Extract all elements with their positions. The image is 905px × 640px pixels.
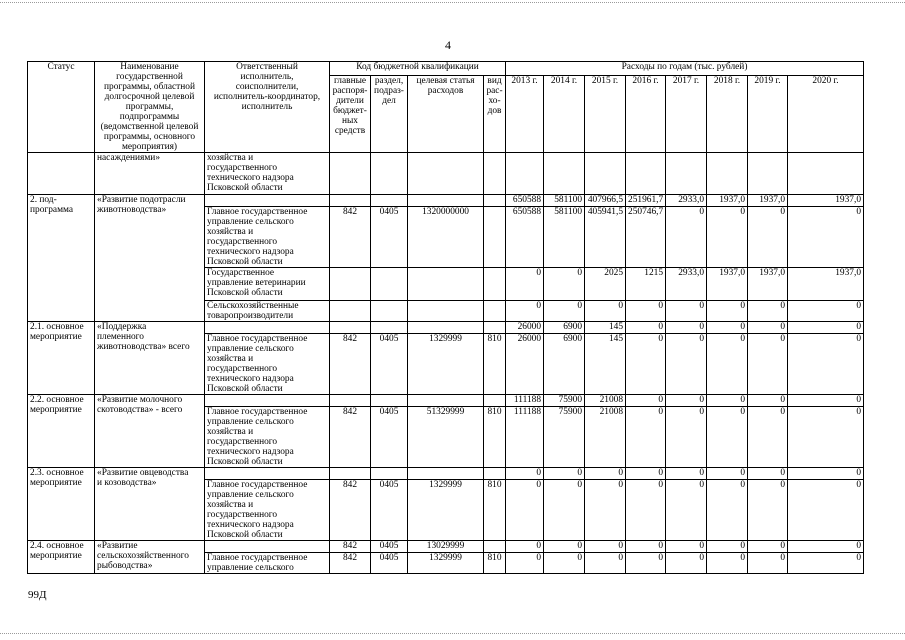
value-cell: 0	[788, 334, 864, 395]
value-cell: 0	[788, 541, 864, 553]
row-responsible: Главное государственное управление сельского хозяйства и государственного технического надзора Псковской области	[205, 407, 330, 468]
row-name: «Поддержка племенного животноводства» всего	[95, 322, 205, 395]
table-row-total	[28, 195, 864, 207]
value-cell: 0	[626, 334, 666, 395]
footer-code: 99Д	[28, 589, 47, 601]
value-cell: 0	[788, 468, 864, 480]
value-cell: 0	[748, 334, 788, 395]
value-cell: 0	[707, 480, 748, 541]
value-cell: 75900	[544, 407, 585, 468]
value-cell: 0	[666, 407, 707, 468]
value-cell: 0	[748, 468, 788, 480]
section-cell: 0405	[371, 541, 408, 553]
value-cell: 21008	[585, 407, 626, 468]
value-cell: 0	[585, 468, 626, 480]
vid-cell: 810	[484, 407, 506, 468]
value-cell: 0	[666, 541, 707, 553]
row-status: 2. под- программа	[28, 195, 95, 322]
value-cell: 0	[788, 553, 864, 574]
section-cell: 0405	[371, 407, 408, 468]
value-cell: 0	[544, 541, 585, 553]
header-row-1	[28, 62, 864, 76]
value-cell: 0	[506, 541, 544, 553]
value-cell: 0	[626, 395, 666, 407]
row-responsible: Главное государственное управление сельского хозяйства и государственного технического надзора Псковской области	[205, 207, 330, 268]
value-cell: 1937,0	[707, 268, 748, 301]
grbs-cell: 842	[330, 334, 371, 395]
value-cell: 250746,7	[626, 207, 666, 268]
value-cell: 6900	[544, 322, 585, 334]
value-cell: 0	[626, 468, 666, 480]
value-cell: 0	[585, 301, 626, 322]
row-responsible: Главное государственное управление сельского хозяйства и государственного технического надзора Псковской области	[205, 480, 330, 541]
value-cell: 405941,5	[585, 207, 626, 268]
value-cell: 0	[707, 468, 748, 480]
header-vid: вид рас- хо- дов	[484, 75, 506, 152]
value-cell: 75900	[544, 395, 585, 407]
row-status: 2.4. основное мероприятие	[28, 541, 95, 574]
value-cell: 145	[585, 334, 626, 395]
vid-cell: 810	[484, 480, 506, 541]
value-cell: 251961,7	[626, 195, 666, 207]
header-name: Наименование государственной программы, областной долгосрочной целевой программы, подпрограммы (ведомственной целевой программы, основного мероприятия)	[95, 62, 205, 153]
row-name: «Развитие сельскохозяйственного рыбоводства»	[95, 541, 205, 574]
value-cell: 0	[748, 541, 788, 553]
value-cell: 0	[585, 553, 626, 574]
header-section: раздел, подраз- дел	[371, 75, 408, 152]
value-cell: 0	[626, 322, 666, 334]
value-cell: 0	[544, 301, 585, 322]
value-cell: 111188	[506, 395, 544, 407]
row-status: 2.3. основное мероприятие	[28, 468, 95, 541]
value-cell: 1937,0	[788, 195, 864, 207]
value-cell: 0	[626, 407, 666, 468]
header-year: 2017 г.	[666, 75, 707, 152]
header-status: Статус	[28, 62, 95, 153]
value-cell: 0	[544, 468, 585, 480]
value-cell: 0	[748, 301, 788, 322]
cont-responsible: хозяйства и государственного технического надзора Псковской области	[205, 153, 330, 195]
cont-name: насаждениями»	[95, 153, 205, 195]
value-cell: 0	[748, 480, 788, 541]
vid-cell: 810	[484, 553, 506, 574]
target-cell: 51329999	[408, 407, 484, 468]
value-cell: 0	[506, 553, 544, 574]
table-row-total	[28, 322, 864, 334]
value-cell: 0	[788, 395, 864, 407]
row-status: 2.2. основное мероприятие	[28, 395, 95, 468]
value-cell: 0	[544, 480, 585, 541]
value-cell: 0	[666, 334, 707, 395]
value-cell: 0	[666, 480, 707, 541]
header-year: 2014 г.	[544, 75, 585, 152]
header-budget-code: Код бюджетной квалификации	[330, 62, 506, 76]
header-year: 2015 г.	[585, 75, 626, 152]
value-cell: 0	[788, 407, 864, 468]
target-cell: 1329999	[408, 480, 484, 541]
value-cell: 0	[707, 334, 748, 395]
header-expenses: Расходы по годам (тыс. рублей)	[506, 62, 864, 76]
table-row-total	[28, 395, 864, 407]
grbs-cell: 842	[330, 480, 371, 541]
row-name: «Развитие овцеводства и козоводства»	[95, 468, 205, 541]
value-cell: 0	[626, 553, 666, 574]
value-cell: 1215	[626, 268, 666, 301]
scan-top-edge	[0, 2, 905, 3]
header-responsible: Ответственный исполнитель, соисполнители, исполнитель-координатор, исполнитель	[205, 62, 330, 153]
header-target: целевая статья расходов	[408, 75, 484, 152]
value-cell: 0	[506, 301, 544, 322]
value-cell: 0	[707, 207, 748, 268]
header-grbs: главные распоря- дители бюджет- ных средств	[330, 75, 371, 152]
value-cell: 21008	[585, 395, 626, 407]
grbs-cell: 842	[330, 407, 371, 468]
row-name: «Развитие подотрасли животноводства»	[95, 195, 205, 322]
value-cell: 0	[585, 541, 626, 553]
target-cell: 13029999	[408, 541, 484, 553]
value-cell: 0	[626, 480, 666, 541]
value-cell: 0	[666, 395, 707, 407]
value-cell: 2933,0	[666, 268, 707, 301]
table-row-total	[28, 468, 864, 480]
grbs-cell: 842	[330, 553, 371, 574]
section-cell: 0405	[371, 334, 408, 395]
value-cell: 650588	[506, 195, 544, 207]
value-cell: 1937,0	[748, 195, 788, 207]
table-row-total	[28, 541, 864, 553]
section-cell: 0405	[371, 207, 408, 268]
value-cell: 0	[707, 553, 748, 574]
header-year: 2018 г.	[707, 75, 748, 152]
value-cell: 0	[666, 207, 707, 268]
header-year: 2013 г.	[506, 75, 544, 152]
value-cell: 26000	[506, 334, 544, 395]
row-responsible: Главное государственное управление сельского хозяйства и государственного технического надзора Псковской области	[205, 334, 330, 395]
vid-cell: 810	[484, 334, 506, 395]
header-year: 2020 г.	[788, 75, 864, 152]
value-cell: 0	[585, 480, 626, 541]
value-cell: 0	[666, 553, 707, 574]
value-cell: 0	[506, 468, 544, 480]
value-cell: 0	[666, 322, 707, 334]
value-cell: 0	[544, 268, 585, 301]
section-cell: 0405	[371, 553, 408, 574]
grbs-cell: 842	[330, 207, 371, 268]
value-cell: 0	[626, 541, 666, 553]
value-cell: 0	[544, 553, 585, 574]
value-cell: 0	[707, 541, 748, 553]
target-cell: 1329999	[408, 553, 484, 574]
value-cell: 0	[748, 322, 788, 334]
value-cell: 1937,0	[707, 195, 748, 207]
value-cell: 581100	[544, 195, 585, 207]
value-cell: 0	[788, 322, 864, 334]
grbs-cell: 842	[330, 541, 371, 553]
value-cell: 0	[748, 407, 788, 468]
value-cell: 0	[707, 407, 748, 468]
row-status: 2.1. основное мероприятие	[28, 322, 95, 395]
value-cell: 2025	[585, 268, 626, 301]
value-cell: 0	[748, 207, 788, 268]
value-cell: 6900	[544, 334, 585, 395]
value-cell: 0	[707, 395, 748, 407]
value-cell: 407966,5	[585, 195, 626, 207]
value-cell: 0	[788, 207, 864, 268]
header-year: 2019 г.	[748, 75, 788, 152]
value-cell: 26000	[506, 322, 544, 334]
scan-bottom-edge	[0, 633, 905, 634]
value-cell: 0	[666, 301, 707, 322]
value-cell: 0	[748, 395, 788, 407]
section-cell: 0405	[371, 480, 408, 541]
row-responsible: Главное государственное управление сельского	[205, 553, 330, 574]
value-cell: 0	[626, 301, 666, 322]
target-cell: 1320000000	[408, 207, 484, 268]
value-cell: 0	[748, 553, 788, 574]
value-cell: 1937,0	[788, 268, 864, 301]
budget-table	[27, 61, 864, 574]
row-name: «Развитие молочного скотоводства» - всего	[95, 395, 205, 468]
page-number: 4	[445, 38, 451, 52]
vid-cell	[484, 207, 506, 268]
value-cell: 581100	[544, 207, 585, 268]
table-row	[28, 153, 864, 195]
row-responsible: Сельскохозяйственные товаропроизводители	[205, 301, 330, 322]
value-cell: 111188	[506, 407, 544, 468]
value-cell: 1937,0	[748, 268, 788, 301]
value-cell: 0	[788, 301, 864, 322]
value-cell: 2933,0	[666, 195, 707, 207]
value-cell: 0	[506, 268, 544, 301]
header-year: 2016 г.	[626, 75, 666, 152]
row-responsible: Государственное управление ветеринарии Псковской области	[205, 268, 330, 301]
cont-status-cell	[28, 153, 95, 195]
value-cell: 0	[707, 322, 748, 334]
target-cell: 1329999	[408, 334, 484, 395]
value-cell: 0	[788, 480, 864, 541]
value-cell: 0	[707, 301, 748, 322]
value-cell: 145	[585, 322, 626, 334]
value-cell: 0	[666, 468, 707, 480]
value-cell: 650588	[506, 207, 544, 268]
value-cell: 0	[506, 480, 544, 541]
